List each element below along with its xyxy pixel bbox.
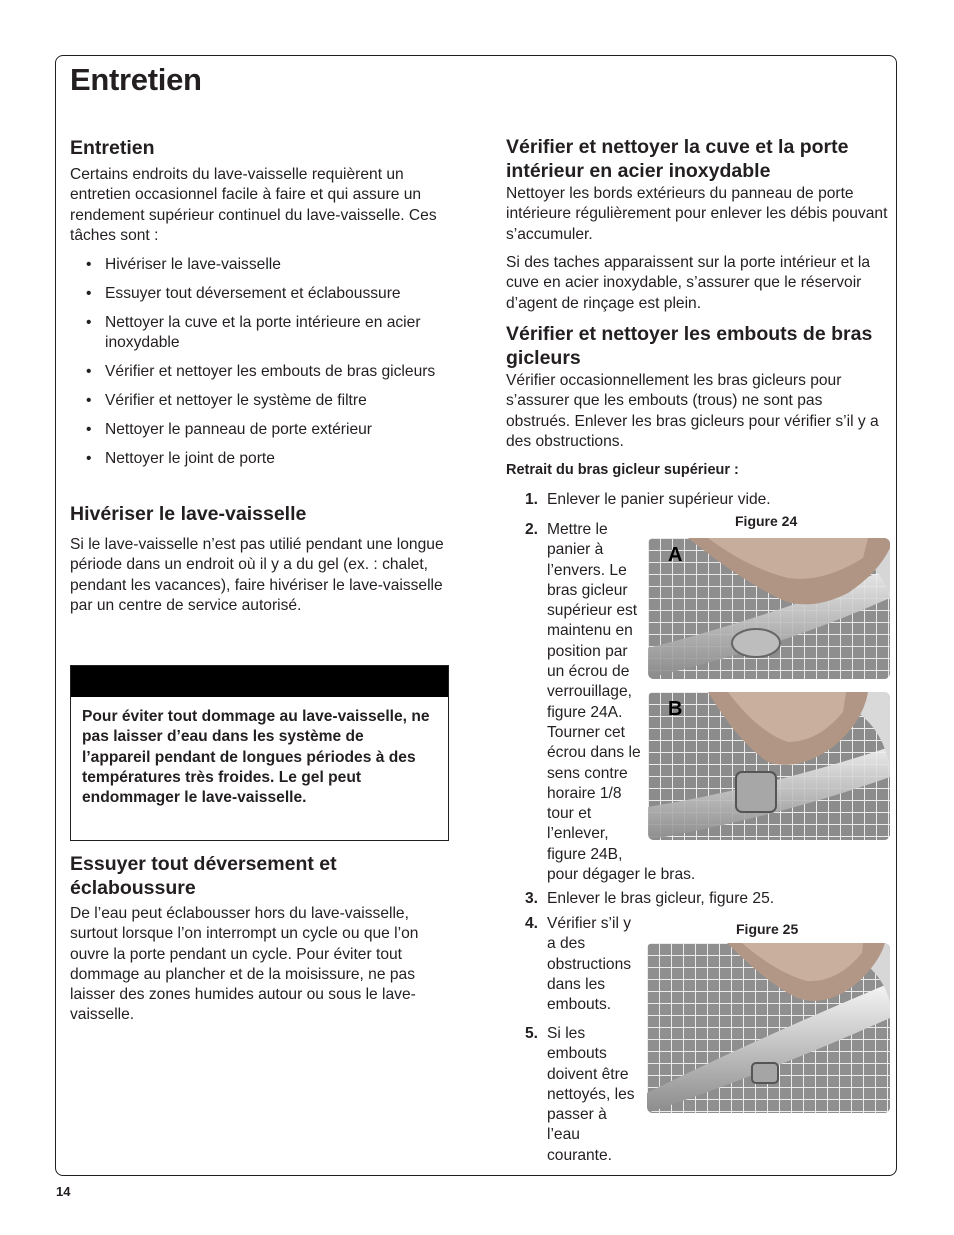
task-list [70,255,455,478]
retrait-heading: Retrait du bras gicleur supérieur : [506,462,739,478]
step-3: 3. Enlever le bras gicleur, figure 25. [525,890,775,907]
entretien-heading: Entretien [70,137,155,159]
caution-text: Pour éviter tout dommage au lave-vaisselle, ne pas laisser d’eau dans les système de l’appareil pendant de longues périodes à des températures très froides. Le gel peut endommager le lave-vaisselle. [82,708,430,807]
caution-box [70,665,449,841]
step-1: 1. Enlever le panier supérieur vide. [525,491,771,508]
step-2-text: Mettre le panier à l’envers. Le bras gicleur supérieur est maintenu en position par un écrou de verrouillage, figure 24A. Tourner cet écrou dans le sens contre horaire 1/8 tour et l’enlever, figure 24B, pour dégager le bras. [547,520,892,880]
list-item: • Vérifier et nettoyer les embouts de bras gicleurs [70,362,455,382]
essuyer-text: De l’eau peut éclabousser hors du lave-vaisselle, surtout lorsque l’on interrompt un cycle ou que l’on ouvre la porte pendant un cycle. Pour éviter tout dommage au plancher et de la moisissure, ne pas laisser des zones humides autour ou sous le lave-vaisselle. [70,905,419,1024]
step-5-text: Si les embouts doivent être nettoyés, les passer à l’eau courante. [547,1025,635,1164]
page-title: Entretien [70,62,202,97]
hiveriser-text: Si le lave-vaisselle n’est pas utilié pendant une longue période dans un endroit où il y a du gel (ex. : chalet, pendant les vacances), faire hivériser le lave-vaisselle par un centre de service autorisé. [70,536,444,614]
list-item: • Nettoyer le joint de porte [70,449,455,469]
step-4-text: Vérifier s’il y a des obstructions dans les embouts. [547,915,632,1014]
list-item: • Vérifier et nettoyer le système de filtre [70,391,455,411]
figure-24b-label: B [668,698,683,720]
figure-24a-photo [648,538,890,679]
caution-header-bar [71,666,448,697]
cuve-text-2: Si des taches apparaissent sur la porte intérieur et la cuve en acier inoxydable, s’assurer que le réservoir d’agent de rinçage est plein. [506,254,871,312]
hiveriser-heading: Hivériser le lave-vaisselle [70,503,307,525]
list-item: • Nettoyer la cuve et la porte intérieure en acier inoxydable [70,313,455,354]
figure-25-photo [647,943,890,1113]
embouts-heading: Vérifier et nettoyer les embouts de bras gicleurs [506,323,873,369]
essuyer-heading: Essuyer tout déversement et éclaboussure [70,853,337,899]
step-4: 4. [525,915,539,932]
cuve-heading: Vérifier et nettoyer la cuve et la porte intérieur en acier inoxydable [506,136,849,182]
embouts-text: Vérifier occasionnellement les bras gicleurs pour s’assurer que les embouts (trous) ne sont pas obstrués. Enlever les bras gicleurs pour vérifier s’il y a des obstructions. [506,372,879,450]
step-5: 5. [525,1025,539,1042]
page-number: 14 [56,1184,71,1199]
figure-24b-photo [648,692,890,840]
cuve-text-1: Nettoyer les bords extérieurs du panneau de porte intérieure régulièrement pour enlever les débis pouvant s’accumuler. [506,185,888,243]
figure-24a-label: A [668,544,683,566]
figure-24-caption: Figure 24 [735,513,798,529]
figure-25-caption: Figure 25 [736,921,799,937]
list-item: • Essuyer tout déversement et éclaboussure [70,284,455,304]
list-item: • Nettoyer le panneau de porte extérieur [70,420,455,440]
entretien-intro: Certains endroits du lave-vaisselle requièrent un entretien occasionnel facile à faire et qui assure un rendement supérieur continuel du lave-vaisselle. Ces tâches sont : [70,166,437,244]
list-item: • Hivériser le lave-vaisselle [70,255,455,275]
